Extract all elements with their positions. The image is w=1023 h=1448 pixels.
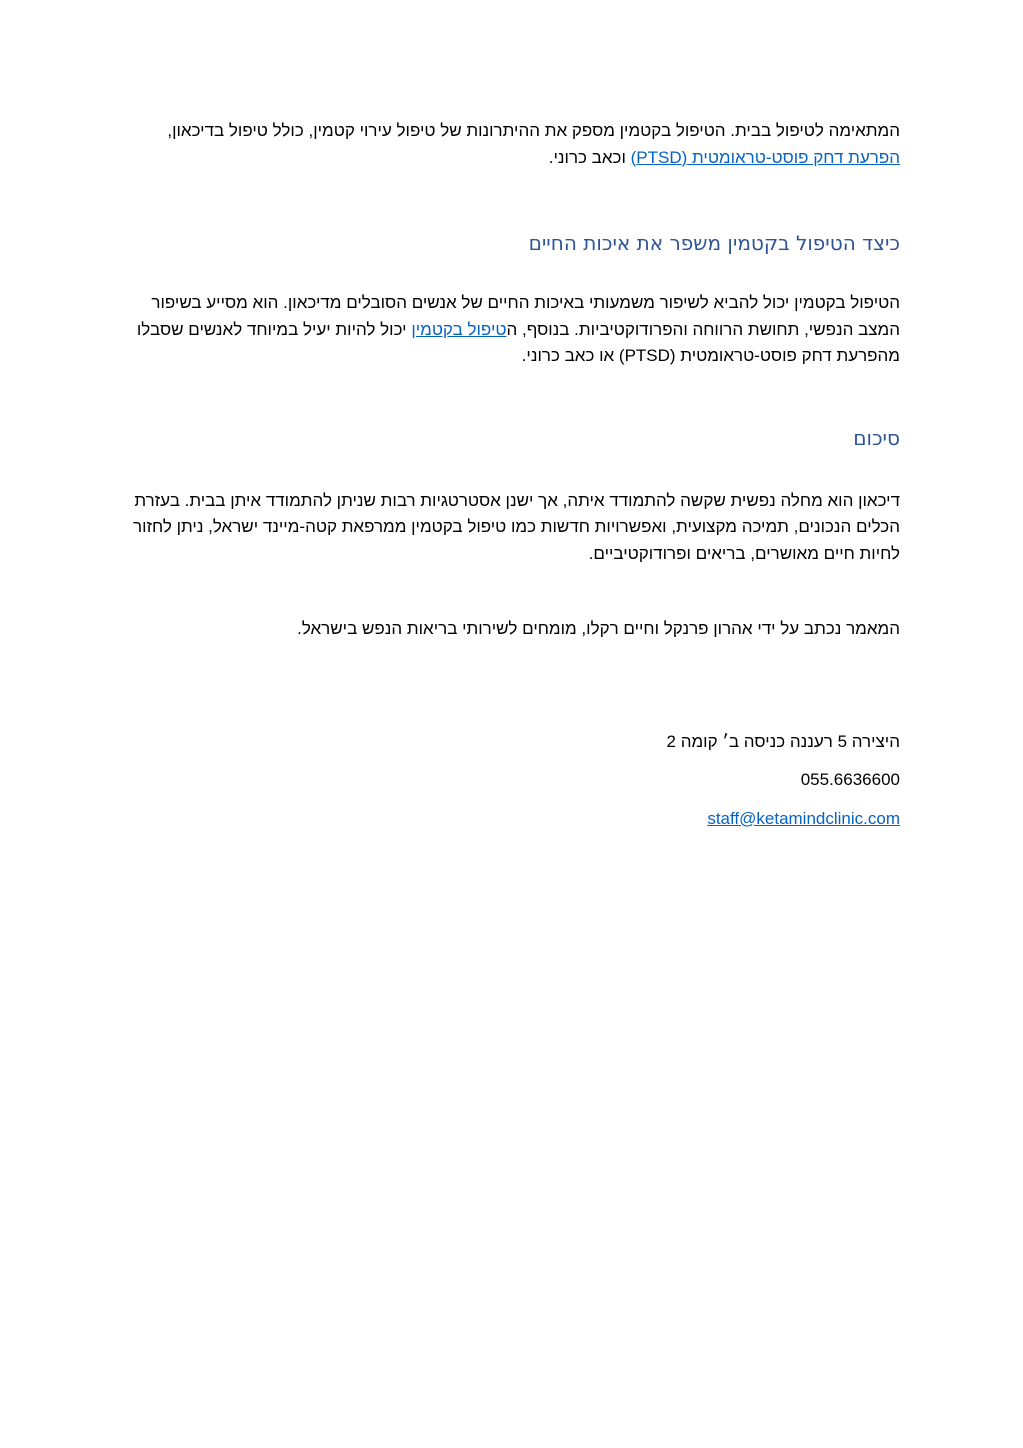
paragraph-quality-of-life [123,290,900,370]
ketamine-treatment-link[interactable]: טיפול בקטמין [411,319,507,339]
paragraph-intro-text-after: וכאב כרוני. [548,147,631,167]
ptsd-link[interactable]: הפרעת דחק פוסט-טראומטית (PTSD) [630,147,900,167]
heading-summary: סיכום [853,425,900,450]
paragraph-quality-text-after: יכול להיות יעיל במיוחד לאנשים שסבלו מהפרעת דחק פוסט-טראומטית (PTSD) או כאב כרוני. [136,319,900,365]
paragraph-summary: דיכאון הוא מחלה נפשית שקשה להתמודד איתה, אך ישנן אסטרטגיות רבות שניתן להתמודד איתן בבית. בעזרת הכלים הנכונים, תמיכה מקצועית, ואפשרויות חדשות כמו טיפול בקטמין ממרפאת קטה-מיינד ישראל, ניתן לחזור לחיות חיים מאושרים, בריאים ופרודוקטיביים. [133,490,900,563]
document-page [123,118,900,832]
contact-address: היצירה 5 רעננה כניסה ב׳ קומה 2 [666,731,900,751]
paragraph-intro-text-before: המתאימה לטיפול בבית. הטיפול בקטמין מספק את ההיתרונות של טיפול עירוי קטמין, כולל טיפול בדיכאון, [167,121,900,140]
heading-quality-of-life: כיצד הטיפול בקטמין משפר את איכות החיים [528,231,900,255]
contact-phone: 055.6636600 [800,770,900,789]
contact-email-line [123,806,900,833]
paragraph-authors: המאמר נכתב על ידי אהרון פרנקל וחיים רקלו, מומחים לשירותי בריאות הנפש בישראל. [297,619,900,638]
paragraph-quality-text-before: הטיפול בקטמין יכול להביא לשיפור משמעותי באיכות החיים של אנשים הסובלים מדיכאון. הוא מסייע בשיפור המצב הנפשי, תחושת הרווחה והפרודוקטיביות. בנוסף, ה [151,293,900,339]
contact-email-link[interactable]: staff@ketamindclinic.com [707,808,900,828]
paragraph-intro [123,118,900,171]
